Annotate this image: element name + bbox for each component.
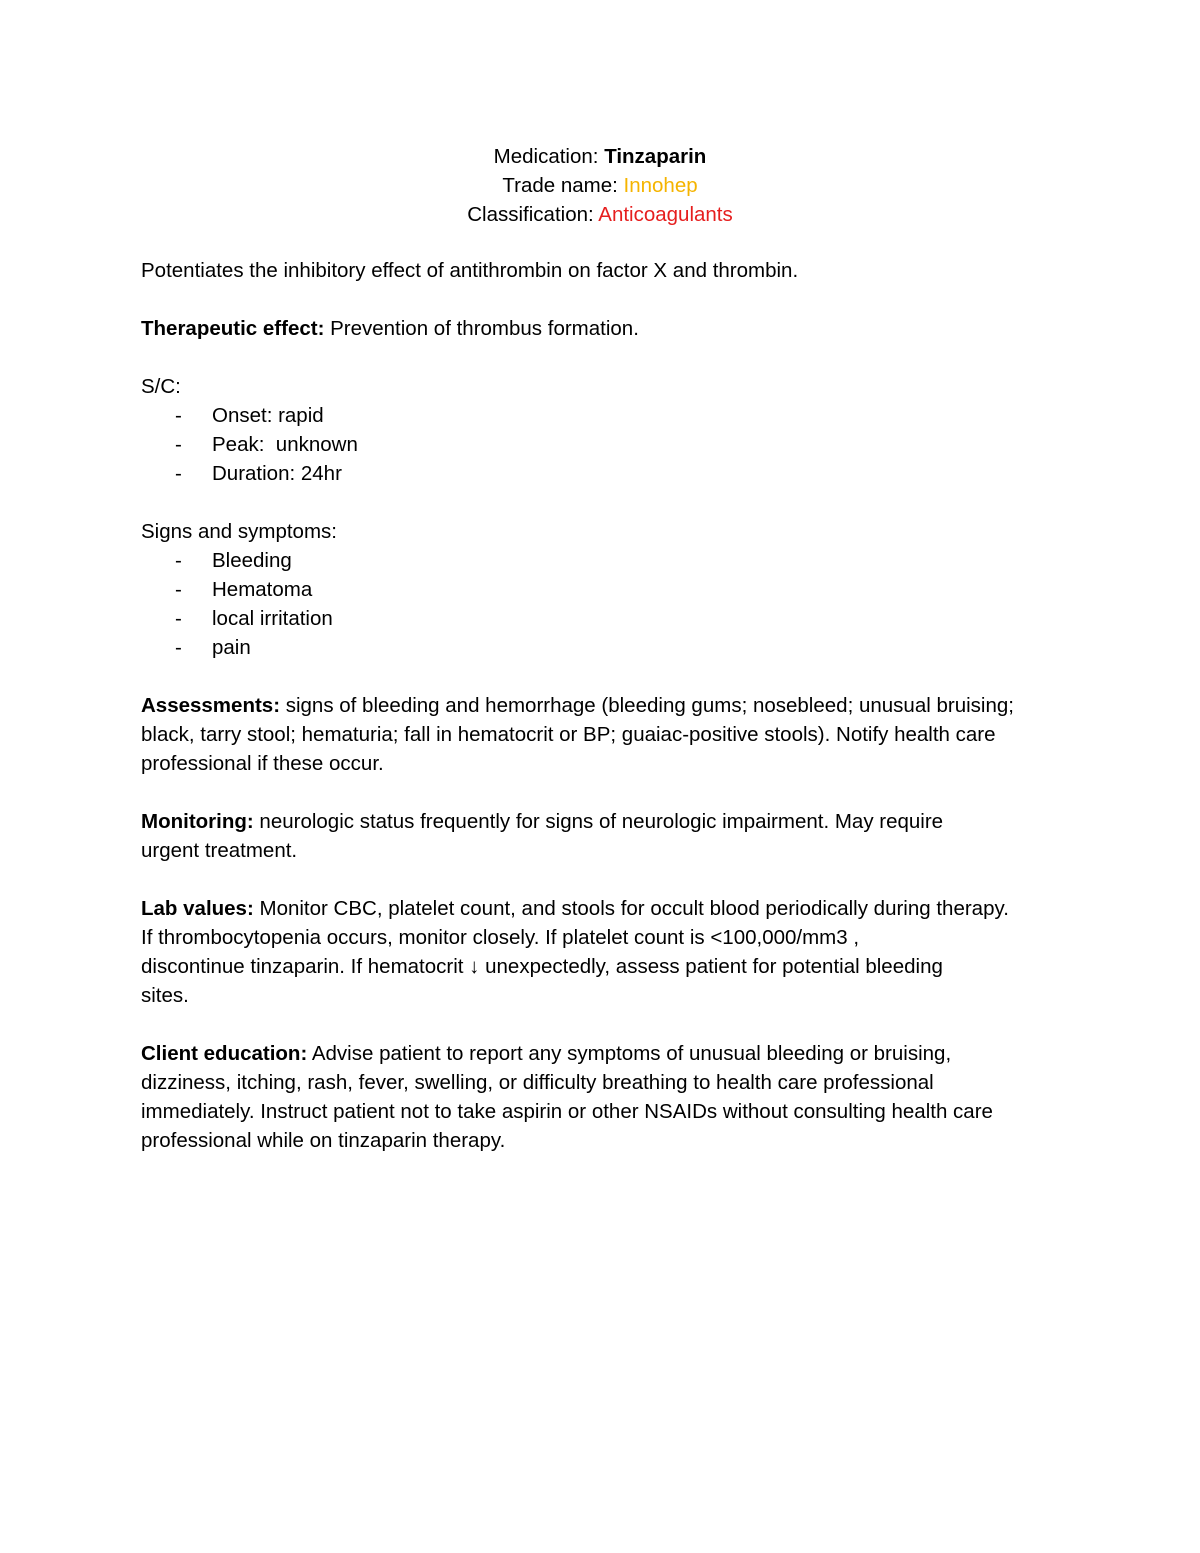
lab-values-text: If thrombocytopenia occurs, monitor closely. If platelet count is <100,000/mm3 , — [141, 926, 860, 949]
assessments-text: signs of bleeding and hemorrhage (bleeding gums; nosebleed; unusual bruising; — [280, 694, 1014, 717]
monitoring-text: urgent treatment. — [141, 839, 298, 862]
classification-value: Anticoagulants — [598, 203, 733, 226]
medication-label: Medication: — [493, 145, 605, 168]
dash-bullet: - — [175, 636, 182, 659]
list-item — [141, 546, 1066, 575]
dash-bullet: - — [175, 549, 182, 572]
dash-bullet: - — [175, 578, 182, 601]
dash-bullet: - — [175, 462, 182, 485]
sc-item-duration: Duration: 24hr — [212, 462, 342, 485]
lab-values-text: Monitor CBC, platelet count, and stools for occult blood periodically during therapy. — [253, 897, 1009, 920]
medication-header — [0, 142, 1200, 229]
classification-label: Classification: — [467, 203, 599, 226]
client-education-label: Client education: — [141, 1042, 308, 1065]
medication-line — [0, 142, 1200, 171]
therapeutic-effect-text: Prevention of thrombus formation. — [324, 317, 639, 340]
classification-line — [0, 200, 1200, 229]
assessments-paragraph — [141, 691, 1066, 778]
list-item — [141, 604, 1066, 633]
assessments-text: professional if these occur. — [141, 752, 384, 775]
signs-item: Hematoma — [212, 578, 313, 601]
trade-name-label: Trade name: — [502, 174, 624, 197]
trade-name-line — [0, 171, 1200, 200]
list-item — [141, 459, 1066, 488]
dash-bullet: - — [175, 607, 182, 630]
sc-list — [141, 401, 1066, 488]
document-body — [141, 256, 1066, 1155]
therapeutic-effect-paragraph — [141, 314, 1066, 343]
sc-title: S/C: — [141, 375, 181, 398]
list-item — [141, 575, 1066, 604]
assessments-text: black, tarry stool; hematuria; fall in hematocrit or BP; guaiac-positive stools). Notify health care — [141, 723, 996, 746]
lab-values-text: sites. — [141, 984, 189, 1007]
trade-name-value: Innohep — [623, 174, 698, 197]
monitoring-paragraph — [141, 807, 1066, 865]
list-item — [141, 633, 1066, 662]
mechanism-paragraph: Potentiates the inhibitory effect of antithrombin on factor X and thrombin. — [141, 259, 799, 282]
lab-values-paragraph — [141, 894, 1066, 1010]
dash-bullet: - — [175, 404, 182, 427]
sc-item-peak: Peak: unknown — [212, 433, 358, 456]
client-education-text: dizziness, itching, rash, fever, swelling, or difficulty breathing to health care professional — [141, 1071, 934, 1094]
assessments-label: Assessments: — [141, 694, 281, 717]
dash-bullet: - — [175, 433, 182, 456]
client-education-text: Advise patient to report any symptoms of unusual bleeding or bruising, — [307, 1042, 952, 1065]
client-education-paragraph — [141, 1039, 1066, 1155]
signs-list — [141, 546, 1066, 662]
signs-item: Bleeding — [212, 549, 292, 572]
medication-name: Tinzaparin — [604, 145, 707, 168]
therapeutic-effect-label: Therapeutic effect: — [141, 317, 325, 340]
signs-item: pain — [212, 636, 251, 659]
monitoring-text: neurologic status frequently for signs of neurologic impairment. May require — [253, 810, 944, 833]
signs-item: local irritation — [212, 607, 333, 630]
lab-values-label: Lab values: — [141, 897, 254, 920]
client-education-text: professional while on tinzaparin therapy. — [141, 1129, 506, 1152]
sc-item-onset: Onset: rapid — [212, 404, 324, 427]
monitoring-label: Monitoring: — [141, 810, 254, 833]
lab-values-text: discontinue tinzaparin. If hematocrit ↓ unexpectedly, assess patient for potential bleeding — [141, 955, 943, 978]
client-education-text: immediately. Instruct patient not to take aspirin or other NSAIDs without consulting health care — [141, 1100, 993, 1123]
list-item — [141, 430, 1066, 459]
list-item — [141, 401, 1066, 430]
signs-title: Signs and symptoms: — [141, 520, 337, 543]
